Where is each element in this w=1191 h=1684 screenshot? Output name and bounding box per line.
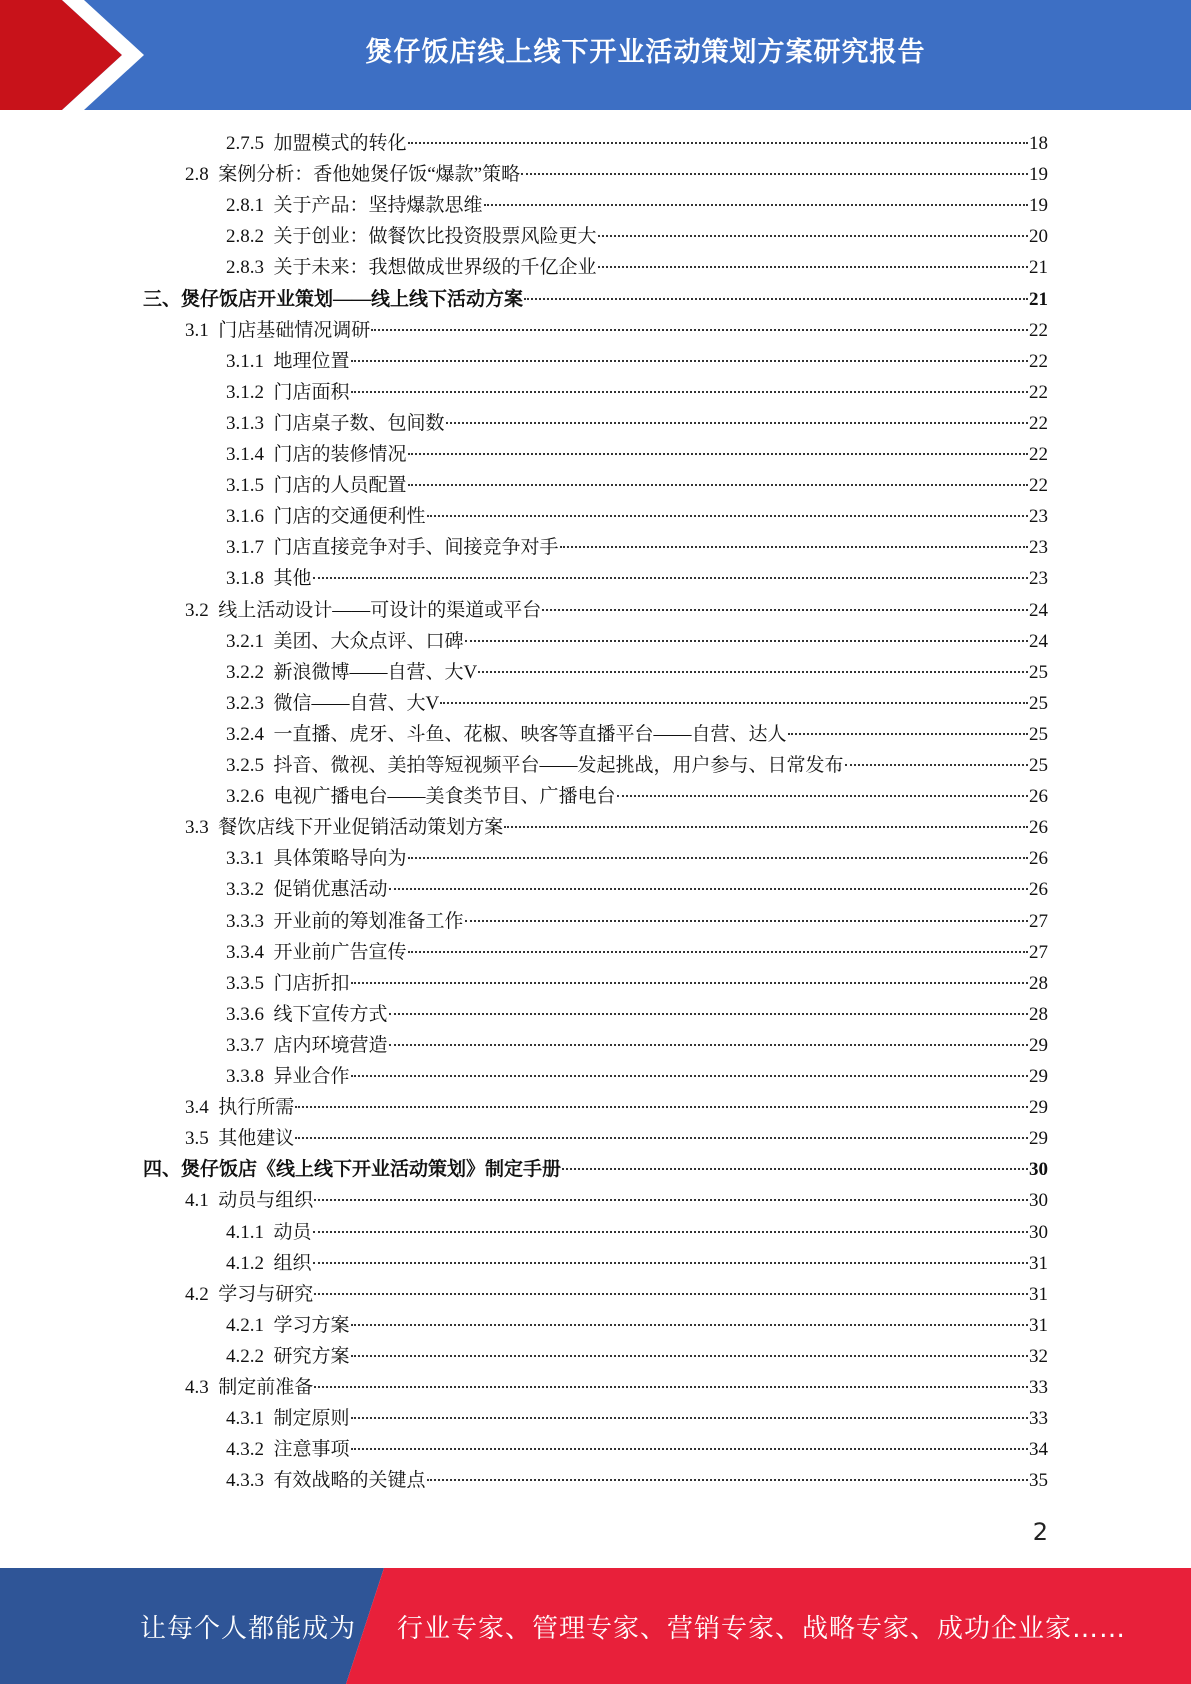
- toc-entry-page: 23: [1029, 537, 1048, 559]
- toc-entry-page: 24: [1029, 599, 1048, 621]
- toc-entry-title: 门店基础情况调研: [218, 319, 371, 341]
- toc-entry-number: 4.2.1: [226, 1314, 264, 1336]
- toc-entry-page: 33: [1029, 1377, 1048, 1398]
- toc-entry-page: 25: [1029, 692, 1048, 714]
- toc-entry-page: 23: [1029, 506, 1048, 528]
- toc-entry-number: 3.2: [185, 599, 209, 621]
- toc-entry-number: 3.2.1: [226, 630, 264, 652]
- toc-entry[interactable]: [226, 999, 1048, 1030]
- toc-entry-page: 29: [1029, 1097, 1048, 1119]
- toc-entry[interactable]: [226, 750, 1048, 781]
- toc-entry-number: 3.2.5: [226, 755, 264, 776]
- toc-entry-page: 18: [1029, 133, 1048, 154]
- toc-dot-leader: [389, 888, 1028, 890]
- toc-entry-page: 25: [1029, 755, 1048, 776]
- toc-entry[interactable]: [226, 1217, 1048, 1248]
- page-number: 2: [1032, 1518, 1048, 1546]
- toc-entry-number: 4.3.2: [226, 1439, 264, 1461]
- toc-entry[interactable]: [226, 781, 1048, 812]
- toc-entry-number: 3.2.6: [226, 786, 264, 808]
- toc-entry[interactable]: [185, 1372, 1048, 1403]
- toc-entry-number: 2.8.3: [226, 257, 264, 279]
- toc-entry[interactable]: [226, 532, 1048, 563]
- toc-dot-leader: [351, 1448, 1028, 1450]
- toc-dot-leader: [427, 1479, 1028, 1481]
- toc-entry[interactable]: [226, 1434, 1048, 1465]
- toc-entry-title: 开业前广告宣传: [273, 941, 407, 963]
- page-footer: [0, 1568, 1191, 1684]
- toc-entry-title: 线下宣传方式: [273, 1003, 388, 1025]
- toc-dot-leader: [465, 920, 1028, 922]
- toc-entry[interactable]: [185, 1092, 1048, 1123]
- toc-dot-leader: [351, 1324, 1028, 1326]
- toc-entry-page: 22: [1029, 475, 1048, 497]
- toc-dot-leader: [465, 640, 1028, 642]
- toc-entry-title: 线上活动设计——可设计的渠道或平台: [218, 599, 542, 621]
- toc-dot-leader: [440, 702, 1028, 704]
- toc-chapter-entry[interactable]: [143, 284, 1048, 315]
- toc-dot-leader: [562, 1168, 1028, 1170]
- toc-entry[interactable]: [226, 874, 1048, 905]
- toc-dot-leader: [484, 204, 1028, 206]
- toc-dot-leader: [408, 857, 1028, 859]
- toc-entry-page: 30: [1029, 1221, 1048, 1243]
- toc-entry[interactable]: [226, 439, 1048, 470]
- toc-dot-leader: [560, 546, 1028, 548]
- toc-entry-page: 26: [1029, 848, 1048, 870]
- toc-entry-title: 四、煲仔饭店《线上线下开业活动策划》制定手册: [143, 1159, 562, 1181]
- toc-entry-number: 4.1: [185, 1190, 209, 1212]
- toc-entry-title: 其他: [273, 568, 312, 590]
- toc-entry[interactable]: [226, 657, 1048, 688]
- toc-entry-page: 35: [1029, 1470, 1048, 1492]
- toc-entry-title: 有效战略的关键点: [273, 1470, 426, 1492]
- toc-entry-page: 34: [1029, 1439, 1048, 1461]
- toc-entry-page: 21: [1029, 288, 1048, 310]
- toc-dot-leader: [295, 1137, 1028, 1139]
- toc-entry[interactable]: [226, 128, 1048, 159]
- toc-dot-leader: [598, 235, 1028, 237]
- toc-dot-leader: [313, 1262, 1028, 1264]
- toc-entry-page: 29: [1029, 1128, 1048, 1150]
- toc-entry-number: 4.3.3: [226, 1470, 264, 1492]
- toc-entry-title: 促销优惠活动: [273, 879, 388, 901]
- toc-entry-number: 3.3.5: [226, 972, 264, 994]
- toc-entry[interactable]: [185, 1123, 1048, 1154]
- toc-entry[interactable]: [185, 595, 1048, 626]
- toc-dot-leader: [521, 173, 1028, 175]
- toc-entry-title: 门店桌子数、包间数: [273, 412, 445, 434]
- toc-entry-number: 3.3.1: [226, 848, 264, 870]
- brand-chevron-logo: [0, 0, 160, 110]
- toc-entry[interactable]: [226, 937, 1048, 968]
- toc-entry-number: 2.8: [185, 164, 209, 186]
- toc-entry[interactable]: [226, 906, 1048, 937]
- toc-entry-page: 21: [1029, 257, 1048, 279]
- toc-entry-page: 22: [1029, 350, 1048, 372]
- toc-entry-title: 关于创业：做餐饮比投资股票风险更大: [273, 226, 597, 248]
- toc-dot-leader: [788, 733, 1028, 735]
- toc-entry[interactable]: [226, 1030, 1048, 1061]
- toc-dot-leader: [427, 515, 1028, 517]
- toc-entry-title: 注意事项: [273, 1439, 350, 1461]
- toc-entry[interactable]: [226, 221, 1048, 252]
- toc-entry-title: 关于未来：我想做成世界级的千亿企业: [273, 257, 597, 279]
- toc-entry[interactable]: [226, 1061, 1048, 1092]
- document-title: 煲仔饭店线上线下开业活动策划方案研究报告: [365, 36, 926, 68]
- toc-entry-title: 学习方案: [273, 1314, 350, 1336]
- toc-entry-page: 31: [1029, 1314, 1048, 1336]
- toc-entry-title: 门店面积: [273, 381, 350, 403]
- toc-entry-number: 4.1.2: [226, 1252, 264, 1274]
- toc-entry-title: 开业前的筹划准备工作: [273, 910, 464, 932]
- toc-entry-page: 27: [1029, 910, 1048, 932]
- toc-entry-number: 2.7.5: [226, 133, 264, 154]
- toc-entry-page: 27: [1029, 941, 1048, 963]
- toc-entry-title: 餐饮店线下开业促销活动策划方案: [218, 817, 504, 839]
- toc-dot-leader: [314, 1386, 1028, 1388]
- toc-dot-leader: [295, 1106, 1028, 1108]
- toc-dot-leader: [389, 1044, 1028, 1046]
- toc-entry-title: 研究方案: [273, 1345, 350, 1367]
- toc-entry-page: 22: [1029, 319, 1048, 341]
- toc-dot-leader: [313, 577, 1028, 579]
- toc-entry-page: 31: [1029, 1283, 1048, 1305]
- toc-dot-leader: [371, 329, 1028, 331]
- toc-entry-page: 29: [1029, 1034, 1048, 1056]
- toc-entry-page: 33: [1029, 1408, 1048, 1430]
- toc-entry-title: 学习与研究: [218, 1283, 314, 1305]
- toc-entry-page: 23: [1029, 568, 1048, 590]
- toc-dot-leader: [845, 764, 1028, 766]
- toc-entry-number: 3.1.5: [226, 475, 264, 497]
- toc-entry-title: 动员: [273, 1221, 312, 1243]
- toc-dot-leader: [408, 951, 1028, 953]
- toc-entry-title: 门店的交通便利性: [273, 506, 426, 528]
- footer-slogan-right: 行业专家、管理专家、营销专家、战略专家、成功企业家……: [397, 1613, 1127, 1644]
- toc-entry-page: 29: [1029, 1066, 1048, 1087]
- toc-entry[interactable]: [185, 159, 1048, 190]
- toc-entry-number: 3.1.3: [226, 412, 264, 434]
- toc-entry[interactable]: [185, 812, 1048, 843]
- toc-entry[interactable]: [226, 626, 1048, 657]
- toc-dot-leader: [524, 298, 1028, 300]
- toc-dot-leader: [408, 142, 1028, 144]
- toc-entry[interactable]: [226, 377, 1048, 408]
- toc-entry[interactable]: [226, 190, 1048, 221]
- toc-dot-leader: [598, 266, 1028, 268]
- toc-entry-page: 30: [1029, 1190, 1048, 1212]
- toc-entry-number: 3.1.6: [226, 506, 264, 528]
- toc-entry-page: 25: [1029, 723, 1048, 745]
- toc-entry-page: 22: [1029, 412, 1048, 434]
- toc-entry-number: 3.3.8: [226, 1066, 264, 1087]
- toc-entry-page: 22: [1029, 381, 1048, 403]
- toc-entry-number: 4.2.2: [226, 1345, 264, 1367]
- toc-entry-title: 一直播、虎牙、斗鱼、花椒、映客等直播平台——自营、达人: [273, 723, 787, 745]
- toc-entry-number: 3.3.2: [226, 879, 264, 901]
- toc-dot-leader: [504, 826, 1028, 828]
- toc-entry-title: 抖音、微视、美拍等短视频平台——发起挑战，用户参与、日常发布: [273, 755, 844, 776]
- toc-entry-title: 制定原则: [273, 1408, 350, 1430]
- toc-entry-number: 3.3.4: [226, 941, 264, 963]
- toc-entry-number: 4.2: [185, 1283, 209, 1305]
- toc-entry-number: 3.1.8: [226, 568, 264, 590]
- toc-dot-leader: [351, 1417, 1028, 1419]
- toc-dot-leader: [351, 391, 1028, 393]
- toc-entry-title: 其他建议: [218, 1128, 295, 1150]
- toc-entry-number: 3.1.1: [226, 350, 264, 372]
- toc-dot-leader: [351, 1075, 1028, 1077]
- toc-entry-number: 3.2.2: [226, 661, 264, 683]
- toc-entry[interactable]: [185, 1279, 1048, 1310]
- toc-entry[interactable]: [226, 968, 1048, 999]
- toc-entry[interactable]: [226, 252, 1048, 283]
- toc-entry-title: 电视广播电台——美食类节目、广播电台: [273, 786, 616, 808]
- toc-entry-title: 案例分析：香他她煲仔饭“爆款”策略: [218, 164, 521, 186]
- page-header: [0, 0, 1191, 110]
- toc-entry-number: 4.3.1: [226, 1408, 264, 1430]
- toc-entry-title: 制定前准备: [218, 1377, 314, 1398]
- toc-entry[interactable]: [226, 719, 1048, 750]
- toc-entry-page: 20: [1029, 226, 1048, 248]
- toc-entry-title: 组织: [273, 1252, 312, 1274]
- toc-entry-page: 26: [1029, 879, 1048, 901]
- toc-entry-title: 门店折扣: [273, 972, 350, 994]
- toc-entry-title: 三、煲仔饭店开业策划——线上线下活动方案: [143, 288, 524, 310]
- toc-entry-number: 3.3.3: [226, 910, 264, 932]
- toc-entry-number: 4.1.1: [226, 1221, 264, 1243]
- toc-entry-page: 19: [1029, 164, 1048, 186]
- toc-entry-number: 3.3.7: [226, 1034, 264, 1056]
- toc-entry-number: 3.4: [185, 1097, 209, 1119]
- toc-entry-title: 执行所需: [218, 1097, 295, 1119]
- toc-entry-number: 2.8.2: [226, 226, 264, 248]
- toc-entry-page: 26: [1029, 817, 1048, 839]
- toc-entry-number: 3.2.4: [226, 723, 264, 745]
- toc-entry-page: 25: [1029, 661, 1048, 683]
- toc-entry-title: 门店的人员配置: [273, 475, 407, 497]
- toc-entry-title: 异业合作: [273, 1066, 350, 1087]
- toc-dot-leader: [351, 360, 1028, 362]
- toc-entry-page: 32: [1029, 1345, 1048, 1367]
- toc-entry-number: 3.3: [185, 817, 209, 839]
- toc-entry-number: 3.1.4: [226, 444, 264, 465]
- toc-entry-title: 微信——自营、大V: [273, 692, 440, 714]
- toc-entry[interactable]: [226, 1341, 1048, 1372]
- footer-slogan-left: 让每个人都能成为: [140, 1613, 357, 1644]
- toc-entry-title: 门店直接竞争对手、间接竞争对手: [273, 537, 559, 559]
- toc-entry-title: 地理位置: [273, 350, 350, 372]
- toc-entry[interactable]: [226, 470, 1048, 501]
- toc-entry-page: 28: [1029, 972, 1048, 994]
- toc-entry[interactable]: [226, 1465, 1048, 1496]
- toc-entry-page: 31: [1029, 1252, 1048, 1274]
- toc-entry[interactable]: [226, 843, 1048, 874]
- toc-entry-number: 3.2.3: [226, 692, 264, 714]
- toc-dot-leader: [314, 1199, 1028, 1201]
- toc-entry[interactable]: [226, 1248, 1048, 1279]
- toc-entry-title: 门店的装修情况: [273, 444, 407, 465]
- toc-chapter-entry[interactable]: [143, 1154, 1048, 1185]
- toc-dot-leader: [314, 1293, 1028, 1295]
- toc-entry-title: 店内环境营造: [273, 1034, 388, 1056]
- toc-entry[interactable]: [226, 688, 1048, 719]
- toc-dot-leader: [408, 453, 1028, 455]
- toc-dot-leader: [351, 1355, 1028, 1357]
- toc-entry-number: 2.8.1: [226, 195, 264, 217]
- toc-dot-leader: [478, 671, 1028, 673]
- toc-entry-page: 30: [1029, 1159, 1048, 1181]
- toc-dot-leader: [389, 1013, 1028, 1015]
- toc-entry-number: 4.3: [185, 1377, 209, 1398]
- toc-dot-leader: [542, 609, 1028, 611]
- toc-entry-number: 3.1.2: [226, 381, 264, 403]
- toc-entry[interactable]: [226, 501, 1048, 532]
- toc-entry-title: 美团、大众点评、口碑: [273, 630, 464, 652]
- toc-entry-page: 28: [1029, 1003, 1048, 1025]
- toc-entry-number: 3.1: [185, 319, 209, 341]
- toc-entry-title: 动员与组织: [218, 1190, 314, 1212]
- toc-entry-title: 关于产品：坚持爆款思维: [273, 195, 483, 217]
- toc-entry[interactable]: [226, 408, 1048, 439]
- toc-entry[interactable]: [226, 1403, 1048, 1434]
- toc-entry-page: 19: [1029, 195, 1048, 217]
- toc-entry[interactable]: [226, 563, 1048, 594]
- toc-entry-number: 3.5: [185, 1128, 209, 1150]
- toc-entry-title: 具体策略导向为: [273, 848, 407, 870]
- toc-entry[interactable]: [226, 1310, 1048, 1341]
- toc-entry[interactable]: [185, 1185, 1048, 1216]
- toc-dot-leader: [408, 484, 1028, 486]
- toc-entry[interactable]: [185, 315, 1048, 346]
- toc-entry-page: 24: [1029, 630, 1048, 652]
- toc-dot-leader: [351, 982, 1028, 984]
- toc-entry-page: 22: [1029, 444, 1048, 465]
- toc-dot-leader: [446, 422, 1028, 424]
- toc-dot-leader: [617, 795, 1028, 797]
- toc-entry-number: 3.3.6: [226, 1003, 264, 1025]
- toc-entry-title: 新浪微博——自营、大V: [273, 661, 478, 683]
- toc-entry-page: 26: [1029, 786, 1048, 808]
- toc-entry-number: 3.1.7: [226, 537, 264, 559]
- toc-dot-leader: [313, 1231, 1028, 1233]
- toc-entry-title: 加盟模式的转化: [273, 133, 407, 154]
- toc-entry[interactable]: [226, 346, 1048, 377]
